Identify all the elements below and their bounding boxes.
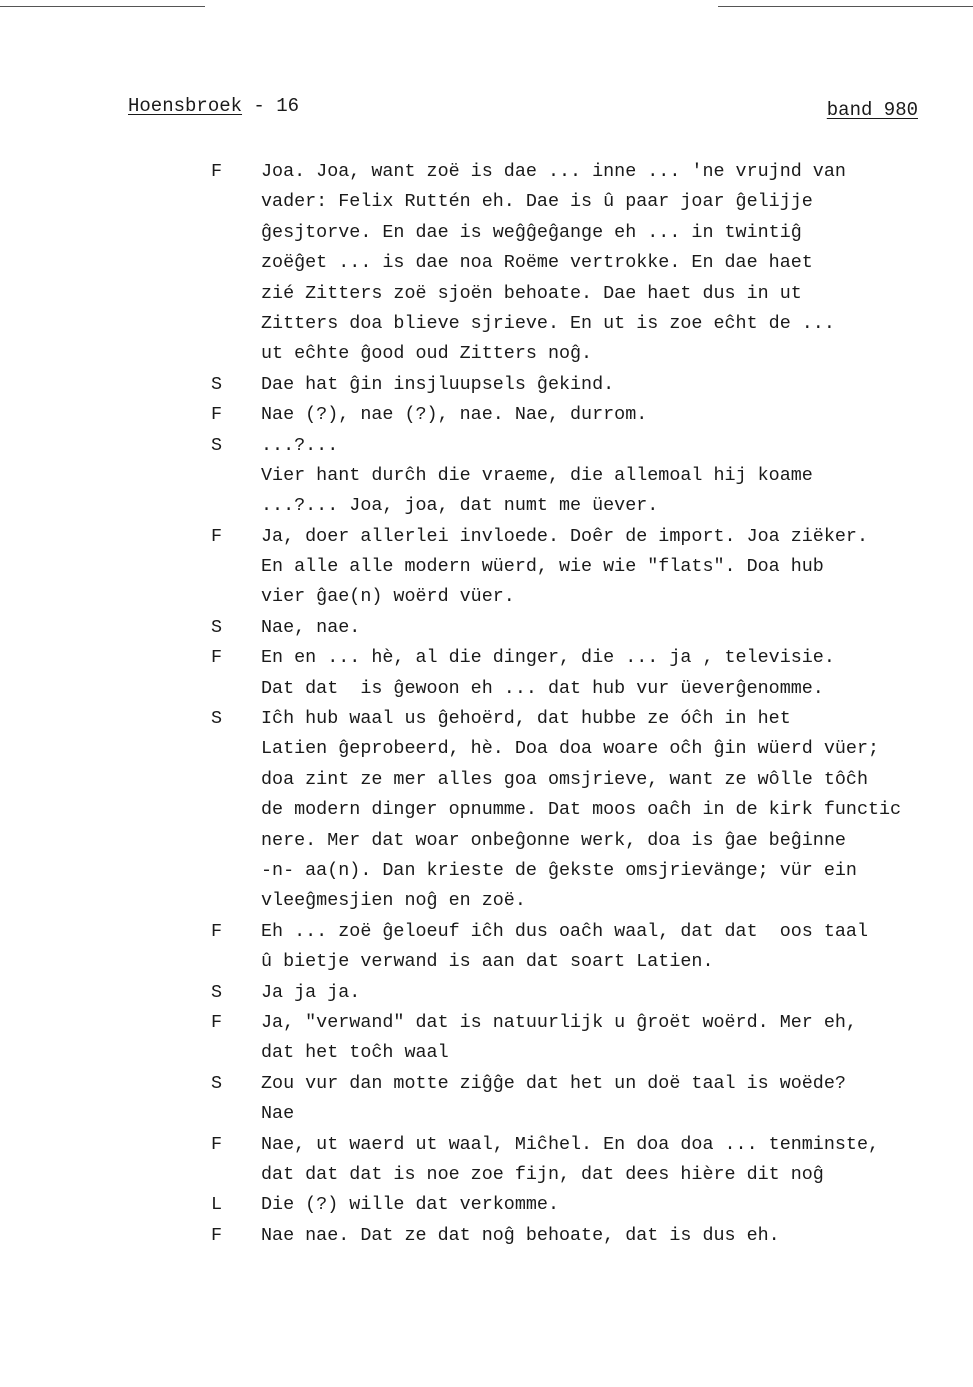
utterance-text: Vier hant durĉh die vraeme, die allemoal hij koame <box>261 464 813 486</box>
utterance-text: dat het toĉh waal <box>261 1042 449 1064</box>
speaker-label: F <box>211 1224 223 1246</box>
utterance-text: Nae, nae. <box>261 616 361 638</box>
transcript-line <box>0 400 973 430</box>
speaker-label: F <box>211 920 223 942</box>
transcript <box>0 157 973 1251</box>
speaker-label: S <box>211 434 223 456</box>
transcript-line <box>0 1038 973 1068</box>
transcript-line <box>0 522 973 552</box>
transcript-line <box>0 1221 973 1251</box>
utterance-text: Nae (?), nae (?), nae. Nae, durrom. <box>261 404 648 426</box>
transcript-line <box>0 491 973 521</box>
utterance-text: Dae hat ĝin insjluupsels ĝekind. <box>261 373 615 395</box>
transcript-line <box>0 1130 973 1160</box>
transcript-line <box>0 248 973 278</box>
utterance-text: En en ... hè, al die dinger, die ... ja , televisie. <box>261 647 835 669</box>
utterance-text: zoëĝet ... is dae noa Roëme vertrokke. En dae haet <box>261 252 813 274</box>
utterance-text: ĝesjtorve. En dae is weĝĝeĝange eh ... in twintiĝ <box>261 221 802 243</box>
utterance-text: Nae nae. Dat ze dat noĝ behoate, dat is dus eh. <box>261 1224 780 1246</box>
utterance-text: Zou vur dan motte ziĝĝe dat het un doë taal is woëde? <box>261 1072 846 1094</box>
scan-top-rule-left <box>0 6 205 7</box>
utterance-text: En alle alle modern wüerd, wie wie "flats". Doa hub <box>261 556 824 578</box>
utterance-text: vader: Felix Ruttén eh. Dae is û paar joar ĝelijje <box>261 191 813 213</box>
utterance-text: zié Zitters zoë sjoën behoate. Dae haet dus in ut <box>261 282 802 304</box>
transcript-line <box>0 734 973 764</box>
header-page-number: - 16 <box>242 95 300 117</box>
speaker-label: S <box>211 616 223 638</box>
header-place: Hoensbroek <box>128 95 243 117</box>
transcript-line <box>0 674 973 704</box>
transcript-line <box>0 339 973 369</box>
transcript-line <box>0 613 973 643</box>
speaker-label: L <box>211 1194 223 1216</box>
transcript-line <box>0 1190 973 1220</box>
utterance-text: ...?... Joa, joa, dat numt me üever. <box>261 495 659 517</box>
utterance-text: doa zint ze mer alles goa omsjrieve, want ze wôlle tôĉh <box>261 768 868 790</box>
transcript-line <box>0 461 973 491</box>
utterance-text: Nae, ut waerd ut waal, Miĉhel. En doa doa ... tenminste, <box>261 1133 880 1155</box>
transcript-line <box>0 187 973 217</box>
scan-top-rule-right <box>718 6 973 7</box>
transcript-line <box>0 886 973 916</box>
speaker-label: F <box>211 1011 223 1033</box>
utterance-text: Latien ĝeprobeerd, hè. Doa doa woare oĉh ĝin wüerd vüer; <box>261 738 880 760</box>
speaker-label: S <box>211 373 223 395</box>
utterance-text: -n- aa(n). Dan krieste de ĝekste omsjrievänge; vür ein <box>261 859 857 881</box>
utterance-text: de modern dinger opnumme. Dat moos oaĉh in de kirk functic <box>261 799 902 821</box>
transcript-line <box>0 431 973 461</box>
transcript-line <box>0 826 973 856</box>
utterance-text: Ja, doer allerlei invloede. Doêr de import. Joa ziëker. <box>261 525 868 547</box>
transcript-line <box>0 552 973 582</box>
transcript-line <box>0 370 973 400</box>
transcript-line <box>0 218 973 248</box>
page-header <box>128 95 918 125</box>
utterance-text: Joa. Joa, want zoë is dae ... inne ... 'ne vrujnd van <box>261 161 846 182</box>
speaker-label: S <box>211 981 223 1003</box>
utterance-text: Nae <box>261 1103 295 1125</box>
speaker-label: F <box>211 647 223 669</box>
utterance-text: ...?... <box>261 434 339 456</box>
transcript-line <box>0 1160 973 1190</box>
utterance-text: Dat dat is ĝewoon eh ... dat hub vur üeverĝenomme. <box>261 677 824 699</box>
header-band: band 980 <box>826 99 918 121</box>
transcript-line <box>0 856 973 886</box>
utterance-text: ut eĉhte ĝood oud Zitters noĝ. <box>261 343 593 365</box>
utterance-text: Ja, "verwand" dat is natuurlijk u ĝroët woërd. Mer eh, <box>261 1011 857 1033</box>
speaker-label: F <box>211 161 223 182</box>
transcript-line <box>0 917 973 947</box>
utterance-text: vleeĝmesjien noĝ en zoë. <box>261 890 526 912</box>
transcript-line <box>0 643 973 673</box>
transcript-line <box>0 765 973 795</box>
transcript-line <box>0 795 973 825</box>
transcript-line <box>0 157 973 187</box>
speaker-label: F <box>211 404 223 426</box>
transcript-line <box>0 704 973 734</box>
transcript-line <box>0 978 973 1008</box>
transcript-line <box>0 1069 973 1099</box>
utterance-text: Zitters doa blieve sjrieve. En ut is zoe eĉht de ... <box>261 312 835 334</box>
utterance-text: Ja ja ja. <box>261 981 361 1003</box>
utterance-text: vier ĝae(n) woërd vüer. <box>261 586 515 608</box>
transcript-line <box>0 279 973 309</box>
speaker-label: S <box>211 1072 223 1094</box>
transcript-line <box>0 947 973 977</box>
transcript-line <box>0 582 973 612</box>
utterance-text: û bietje verwand is aan dat soart Latien. <box>261 951 714 973</box>
speaker-label: S <box>211 708 223 730</box>
utterance-text: Die (?) wille dat verkomme. <box>261 1194 559 1216</box>
utterance-text: nere. Mer dat woar onbeĝonne werk, doa is ĝae beĝinne <box>261 829 846 851</box>
header-title <box>128 95 299 117</box>
transcript-line <box>0 1099 973 1129</box>
utterance-text: Iĉh hub waal us ĝehoërd, dat hubbe ze óĉh in het <box>261 708 791 730</box>
utterance-text: Eh ... zoë ĝeloeuf iĉh dus oaĉh waal, dat dat oos taal <box>261 920 868 942</box>
utterance-text: dat dat dat is noe zoe fijn, dat dees hière dit noĝ <box>261 1163 824 1185</box>
transcript-line <box>0 1008 973 1038</box>
transcript-line <box>0 309 973 339</box>
speaker-label: F <box>211 525 223 547</box>
speaker-label: F <box>211 1133 223 1155</box>
